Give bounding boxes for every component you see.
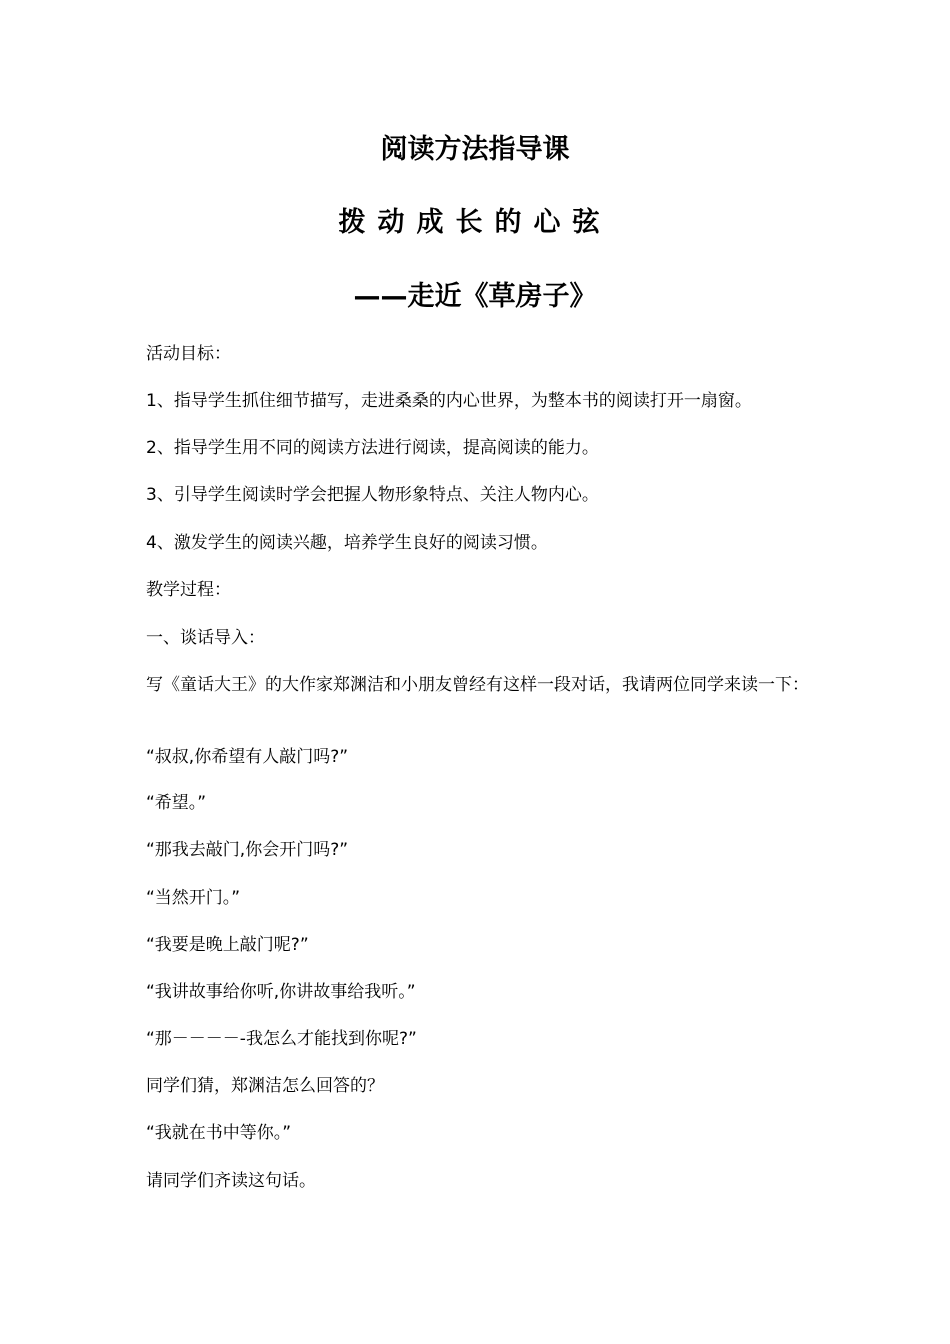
section-heading-process: 教学过程： <box>146 580 231 600</box>
dialogue-line: “那－－－－-我怎么才能找到你呢?” <box>146 1029 417 1049</box>
dialogue-line: “我讲故事给你听,你讲故事给我听。” <box>146 982 416 1002</box>
dialogue-line: “我就在书中等你。” <box>146 1123 292 1143</box>
paragraph-intro: 写《童话大王》的大作家郑渊洁和小朋友曾经有这样一段对话，我请两位同学来读一下： <box>146 675 809 695</box>
dialogue-line: “当然开门。” <box>146 888 241 908</box>
document-subtitle-2: ——走近《草房子》 <box>353 281 597 312</box>
dialogue-line: “叔叔,你希望有人敲门吗?” <box>146 747 349 767</box>
dialogue-line: “那我去敲门,你会开门吗?” <box>146 840 349 860</box>
objective-2: 2、指导学生用不同的阅读方法进行阅读，提高阅读的能力。 <box>146 438 599 458</box>
objective-3: 3、引导学生阅读时学会把握人物形象特点、关注人物内心。 <box>146 485 599 505</box>
objective-1: 1、指导学生抓住细节描写，走进桑桑的内心世界，为整本书的阅读打开一扇窗。 <box>146 391 752 411</box>
instruction-line: 请同学们齐读这句话。 <box>146 1171 316 1191</box>
dialogue-line: “希望。” <box>146 793 207 813</box>
section-heading-objectives: 活动目标： <box>146 344 231 364</box>
document-title: 阅读方法指导课 <box>380 134 570 165</box>
document-subtitle: 拨动成长的心弦 <box>338 207 612 238</box>
subsection-heading-intro: 一、谈话导入： <box>146 628 265 648</box>
question-line: 同学们猜，郑渊洁怎么回答的？ <box>146 1076 384 1096</box>
dialogue-line: “我要是晚上敲门呢?” <box>146 935 309 955</box>
objective-4: 4、激发学生的阅读兴趣，培养学生良好的阅读习惯。 <box>146 533 548 553</box>
